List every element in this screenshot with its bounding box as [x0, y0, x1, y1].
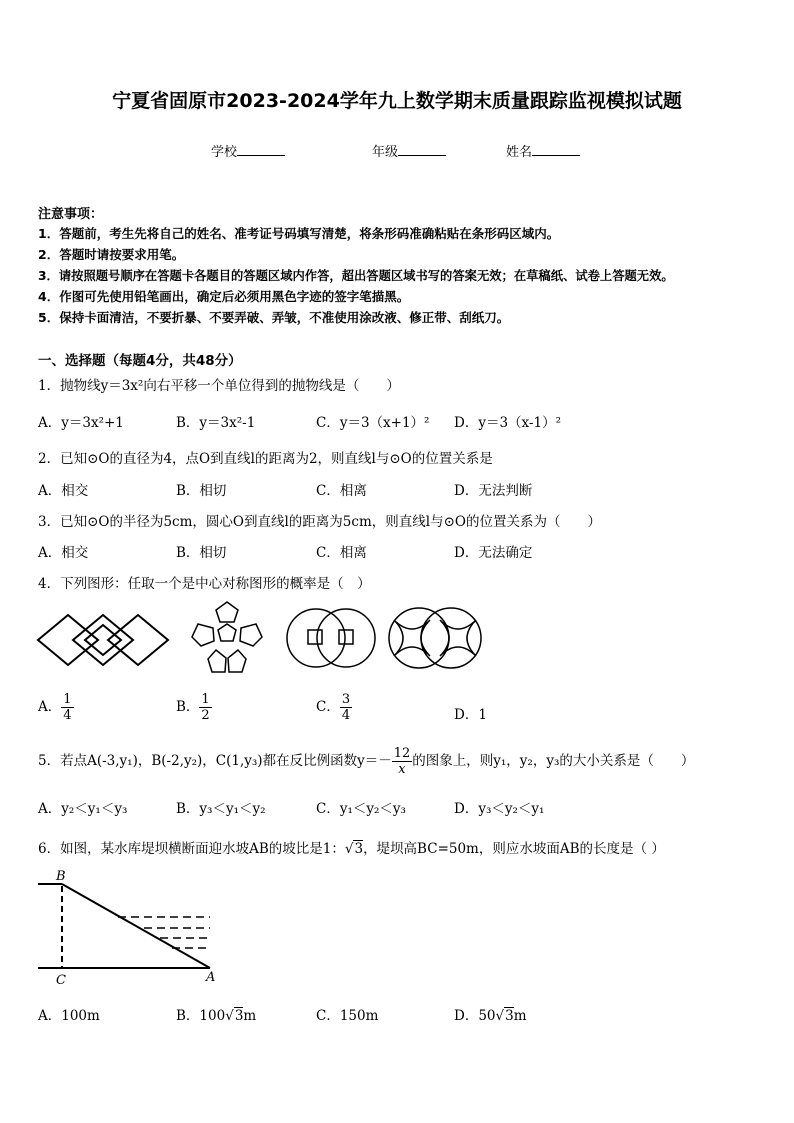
numerator: 1 — [63, 692, 72, 707]
fraction — [340, 692, 352, 723]
fraction — [61, 692, 73, 723]
point-c-label: C — [56, 973, 66, 988]
q3-option-b[interactable]: B．相切 — [176, 545, 227, 561]
denominator: 4 — [63, 708, 72, 723]
q3-option-c[interactable]: C．相离 — [316, 545, 367, 561]
grade-blank[interactable] — [398, 143, 446, 156]
q6-option-d[interactable]: D．50√3m — [454, 1008, 527, 1024]
q6-stem-pre: 6．如图，某水库堤坝横断面迎水坡AB的坡比是1： — [38, 841, 345, 857]
denominator: 4 — [341, 708, 351, 723]
q6-option-a[interactable]: A．100m — [38, 1008, 100, 1024]
q4-option-b-label: B． — [176, 699, 200, 715]
q5-stem-pre: 5．若点A(-3,y₁)，B(-2,y₂)，C(1,y₃)都在反比例函数y＝－ — [38, 753, 392, 769]
numerator: 1 — [201, 692, 210, 707]
section-heading: 一、选择题（每题4分，共48分） — [38, 353, 242, 369]
numerator: 12 — [393, 746, 411, 761]
figure-circle-concave — [388, 606, 482, 670]
note-item: 1．答题前，考生先将自己的姓名、准考证号码填写清楚，将条形码准确粘贴在条形码区域内。 — [38, 226, 560, 241]
q5-option-b[interactable]: B．y₃＜y₁＜y₂ — [176, 801, 266, 817]
q5-option-d[interactable]: D．y₃＜y₂＜y₁ — [454, 801, 545, 817]
q2-option-b[interactable]: B．相切 — [176, 483, 227, 499]
q4-option-b[interactable] — [176, 692, 212, 723]
school-field[interactable] — [211, 141, 285, 160]
q3-option-a[interactable]: A．相交 — [38, 545, 89, 561]
q1-option-b[interactable]: B．y＝3x²-1 — [176, 415, 256, 431]
radicand: 3 — [234, 1008, 244, 1024]
q2-option-a[interactable]: A．相交 — [38, 483, 89, 499]
q6-stem-post: ，堤坝高BC=50m，则应水坡面AB的长度是（ ） — [363, 841, 665, 857]
question-2-stem: 2．已知⊙O的直径为4，点O到直线l的距离为2，则直线l与⊙O的位置关系是 — [38, 451, 493, 467]
q4-option-a[interactable] — [38, 692, 74, 723]
q4-option-d[interactable]: D．1 — [454, 707, 487, 723]
q6-option-c[interactable]: C．150m — [316, 1008, 379, 1024]
school-blank[interactable] — [237, 143, 285, 156]
q4-option-a-label: A． — [38, 699, 62, 715]
question-3-stem: 3．已知⊙O的半径为5cm，圆心O到直线l的距离为5cm，则直线l与⊙O的位置关系为（ ） — [38, 514, 601, 530]
question-4-stem: 4．下列图形：任取一个是中心对称图形的概率是（ ） — [38, 576, 371, 592]
figure-pentagon-ring — [190, 600, 264, 674]
grade-field[interactable] — [372, 141, 446, 160]
q1-option-d[interactable]: D．y＝3（x-1）² — [454, 415, 561, 431]
question-5-stem — [38, 746, 694, 777]
q5-option-c[interactable]: C．y₁＜y₂＜y₃ — [316, 801, 406, 817]
figure-two-coins — [286, 606, 378, 670]
denominator: 2 — [201, 708, 210, 723]
dam-diagram — [34, 866, 224, 990]
page-title: 宁夏省固原市2023-2024学年九上数学期末质量跟踪监视模拟试题 — [112, 90, 682, 112]
grade-label: 年级 — [372, 145, 399, 160]
denominator: x — [398, 762, 406, 777]
radicand: 3 — [505, 1008, 514, 1024]
school-label: 学校 — [211, 145, 238, 160]
name-label: 姓名 — [506, 145, 533, 160]
q2-option-c[interactable]: C．相离 — [316, 483, 367, 499]
point-b-label: B — [56, 869, 66, 884]
notes-heading: 注意事项： — [38, 207, 104, 222]
note-item: 3．请按照题号顺序在答题卡各题目的答题区域内作答，超出答题区域书写的答案无效；在草稿纸、试卷上答题无效。 — [38, 269, 674, 283]
q3-option-d[interactable]: D．无法确定 — [454, 545, 533, 561]
point-a-label: A — [206, 970, 216, 985]
q4-option-c[interactable] — [316, 692, 352, 723]
q6-option-b-post: m — [243, 1008, 257, 1024]
question-1-stem: 1．抛物线y＝3x²向右平移一个单位得到的抛物线是（ ） — [38, 378, 400, 394]
figure-interlocking-diamonds — [38, 610, 168, 670]
q1-option-c[interactable]: C．y＝3（x+1）² — [316, 415, 430, 431]
numerator: 3 — [341, 692, 351, 707]
q1-option-a[interactable]: A．y＝3x²+1 — [38, 415, 124, 431]
name-blank[interactable] — [532, 143, 580, 156]
q6-option-d-pre: D．50 — [454, 1008, 496, 1024]
fraction — [199, 692, 211, 723]
q6-option-b[interactable]: B．100√3m — [176, 1008, 257, 1024]
radicand: 3 — [354, 841, 364, 857]
fraction — [392, 746, 413, 777]
q6-option-b-pre: B．100 — [176, 1008, 226, 1024]
note-item: 4．作图可先使用铅笔画出，确定后必须用黑色字迹的签字笔描黑。 — [38, 289, 410, 304]
q2-option-d[interactable]: D．无法判断 — [454, 483, 533, 499]
note-item: 5．保持卡面清洁，不要折暴、不要弄破、弄皱，不准使用涂改液、修正带、刮纸刀。 — [38, 310, 510, 325]
question-6-stem: 6．如图，某水库堤坝横断面迎水坡AB的坡比是1：√3，堤坝高BC=50m，则应水坡面AB的长度是（ ） — [38, 841, 665, 857]
q5-option-a[interactable]: A．y₂＜y₁＜y₃ — [38, 801, 128, 817]
note-item: 2．答题时请按要求用笔。 — [38, 247, 185, 262]
q4-option-c-label: C． — [316, 699, 340, 715]
name-field[interactable] — [506, 141, 580, 160]
q5-stem-post: 的图象上，则y₁，y₂，y₃的大小关系是（ ） — [412, 753, 695, 769]
q6-option-d-post: m — [513, 1008, 527, 1024]
